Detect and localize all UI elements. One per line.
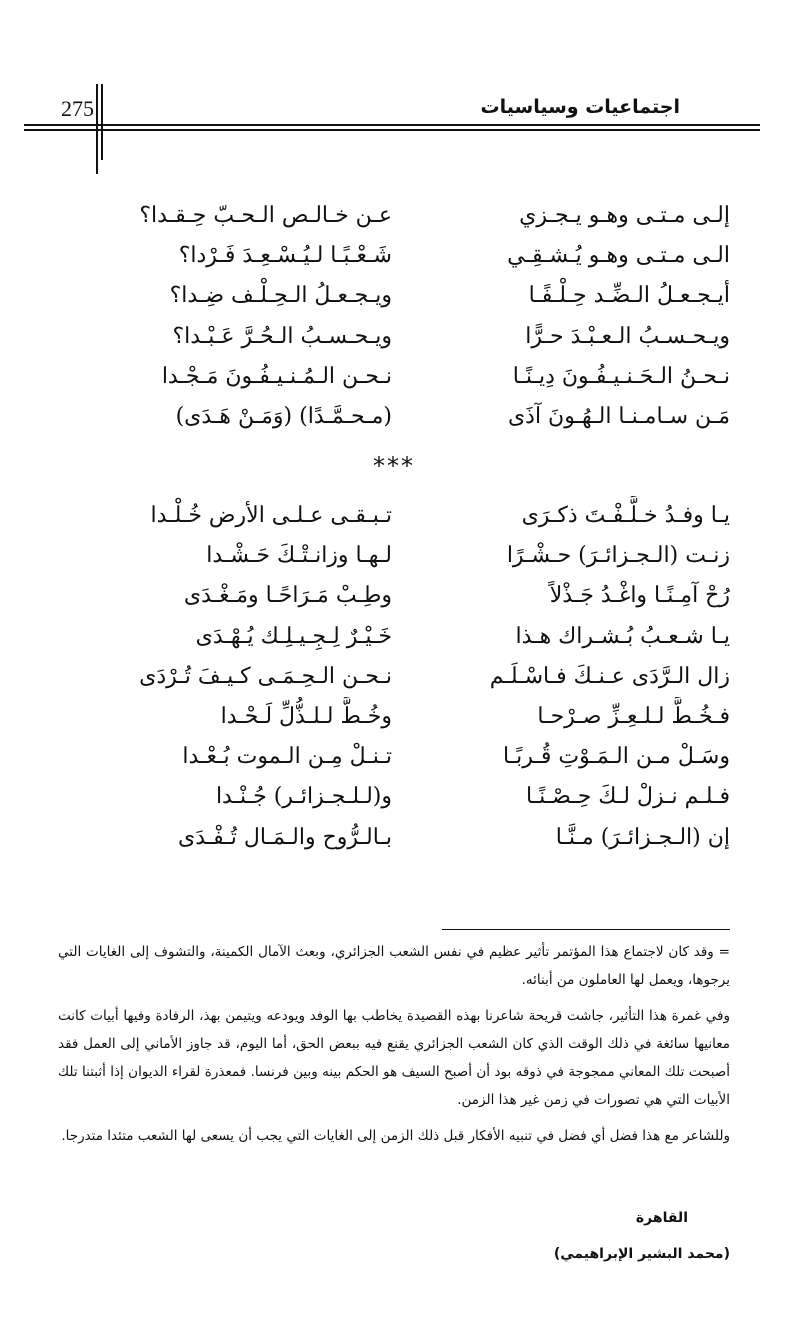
verse-first-hemistich: ويـحـسـبُ الـعـبْـدَ حـرًّا: [525, 323, 730, 349]
verse-second-hemistich: (مـحـمَّـدًا) (وَمَـنْ هَـدَى): [175, 403, 392, 429]
verse: [0, 357, 788, 397]
verse-second-hemistich: وخُـطَّ لـلـذُّلِّ لَـحْـدا: [220, 703, 392, 729]
verse: [0, 276, 788, 316]
verse-second-hemistich: تـنـلْ مِـن الـموت بُـعْـدا: [182, 744, 392, 770]
verse-first-hemistich: فـلـم نـزلْ لـكَ حِـصْـنًـا: [525, 784, 730, 810]
poem-stanza-2: [0, 496, 788, 858]
verse-first-hemistich: مَـن سـامـنـا الـهُـونَ آذَى: [507, 403, 730, 429]
footnote-paragraph: وفي غمرة هذا التأثير، جاشت قريحة شاعرنا بهذه القصيدة يخاطب بها الوفد ويودعه ويتيمن بهذ، الرفادة وفيها أبيات كانت معانيها سائغة في ذلك الوقت الذي كان الشعب الجزائري يقنع فيه ببعض الحق، أما اليوم، قد جاوز الأماني إلى العمل فقد أصبحت تلك المعاني ممجوجة في ذوقه بود أن أصبح السيف هو الحكم بينه وبين فرنسا. فمعذرة لقراء الديوان إذا أثبتنا تلك الأبيات التي هي تصورات في زمن غير هذا الزمن.: [58, 1008, 730, 1108]
verse: [0, 397, 788, 437]
verse-first-hemistich: إن (الـجـزائـرَ) مـنَّـا: [555, 824, 730, 850]
verse-first-hemistich: زال الـرَّدَى عـنـكَ فـاسْـلَـم: [489, 663, 730, 689]
header-rule-bottom: [24, 129, 760, 131]
verse-second-hemistich: خَـيْـرٌ لِـجِـيـلِـك يُـهْـدَى: [195, 623, 392, 649]
signature-place: القاهرة: [635, 1210, 688, 1226]
verse-second-hemistich: و(لـلـجـزائـر) جُـنْـدا: [215, 784, 392, 810]
verse-second-hemistich: نـحـن الـحِـمَـى كـيـفَ تُـرْدَى: [139, 663, 392, 689]
verse: [0, 818, 788, 858]
verse: [0, 777, 788, 817]
verse: [0, 536, 788, 576]
page-number: 275: [61, 96, 94, 121]
running-header-title: اجتماعيات وسياسيات: [480, 96, 680, 118]
footnote-text: [58, 938, 730, 1158]
verse: [0, 737, 788, 777]
verse-second-hemistich: بـالـرُّوح والـمَـال تُـفْـدَى: [177, 824, 392, 850]
footnote-rule: [442, 929, 730, 930]
verse: [0, 697, 788, 737]
verse-first-hemistich: يـا وفـدُ خـلَّـفْـتَ ذكـرَى: [521, 503, 730, 528]
verse: [0, 317, 788, 357]
poem-stanza-1: [0, 196, 788, 437]
verse-second-hemistich: ويـحـسـبُ الـحُـرَّ عَـبْـدا؟: [172, 323, 392, 349]
verse-second-hemistich: تـبـقـى عـلـى الأرض خُـلْـدا: [150, 503, 392, 528]
footnote-paragraph: = وقد كان لاجتماع هذا المؤتمر تأثير عظيم في نفس الشعب الجزائري، وبعث الآمال الكمينة، والتشوف إلى الغايات التي يرجوها، ويعمل لها العاملون من أبنائه.: [58, 944, 730, 988]
verse-first-hemistich: رُحْ آمِـنًـا واغْـدُ جَـذْلاً: [549, 583, 730, 609]
verse-first-hemistich: فـخُـطَّ لـلـعِـزِّ صـرْحـا: [537, 703, 730, 729]
verse-first-hemistich: نـحـنُ الـحَـنـيـفُـونَ دِيـنًـا: [512, 363, 730, 389]
signature-name: (محمد البشير الإبراهيمي): [553, 1246, 730, 1262]
verse-second-hemistich: نـحـن الـمُـنـيـفُـونَ مَـجْـدا: [161, 363, 392, 389]
verse-first-hemistich: أيـجـعـلُ الـضِّـد حِـلْـفًـا: [528, 283, 730, 309]
header-vertical-rule-1: [96, 84, 98, 174]
verse: [0, 196, 788, 236]
verse-first-hemistich: زنـت (الـجـزائـرَ) حـشْـرًا: [506, 543, 730, 569]
verse-first-hemistich: إلـى مـتـى وهـو يـجـزي: [519, 203, 730, 228]
stanza-separator: ***: [373, 452, 415, 480]
verse-first-hemistich: يـا شـعـبُ بُـشـراك هـذا: [515, 623, 730, 649]
verse-second-hemistich: لـهـا وزانـتْـكَ حَـشْـدا: [206, 543, 392, 569]
verse-first-hemistich: الـى مـتـى وهـو يُـشـقِـي: [507, 243, 730, 269]
header-vertical-rule-2: [101, 84, 103, 160]
verse: [0, 617, 788, 657]
verse: [0, 576, 788, 616]
verse-second-hemistich: وطِـبْ مَـرَاحًـا ومَـغْـدَى: [183, 583, 392, 609]
verse: [0, 657, 788, 697]
verse: [0, 236, 788, 276]
verse-second-hemistich: ويـجـعـلُ الـحِـلْـف ضِـدا؟: [169, 283, 392, 309]
header-rule-top: [24, 124, 760, 126]
verse-first-hemistich: وسَـلْ مـن الـمَـوْتِ قُـربًـا: [503, 744, 730, 770]
verse: [0, 496, 788, 536]
verse-second-hemistich: عـن خـالـص الـحـبّ حِـقـدا؟: [139, 203, 392, 228]
footnote-paragraph: وللشاعر مع هذا فضل أي فضل في تنبيه الأفكار قبل ذلك الزمن إلى الغايات التي يجب أن يسعى لها الشعب متئدا متدرجا.: [61, 1128, 730, 1144]
verse-second-hemistich: شَـعْـبًـا لـيُـسْـعِـدَ فَـرْدا؟: [178, 243, 392, 269]
